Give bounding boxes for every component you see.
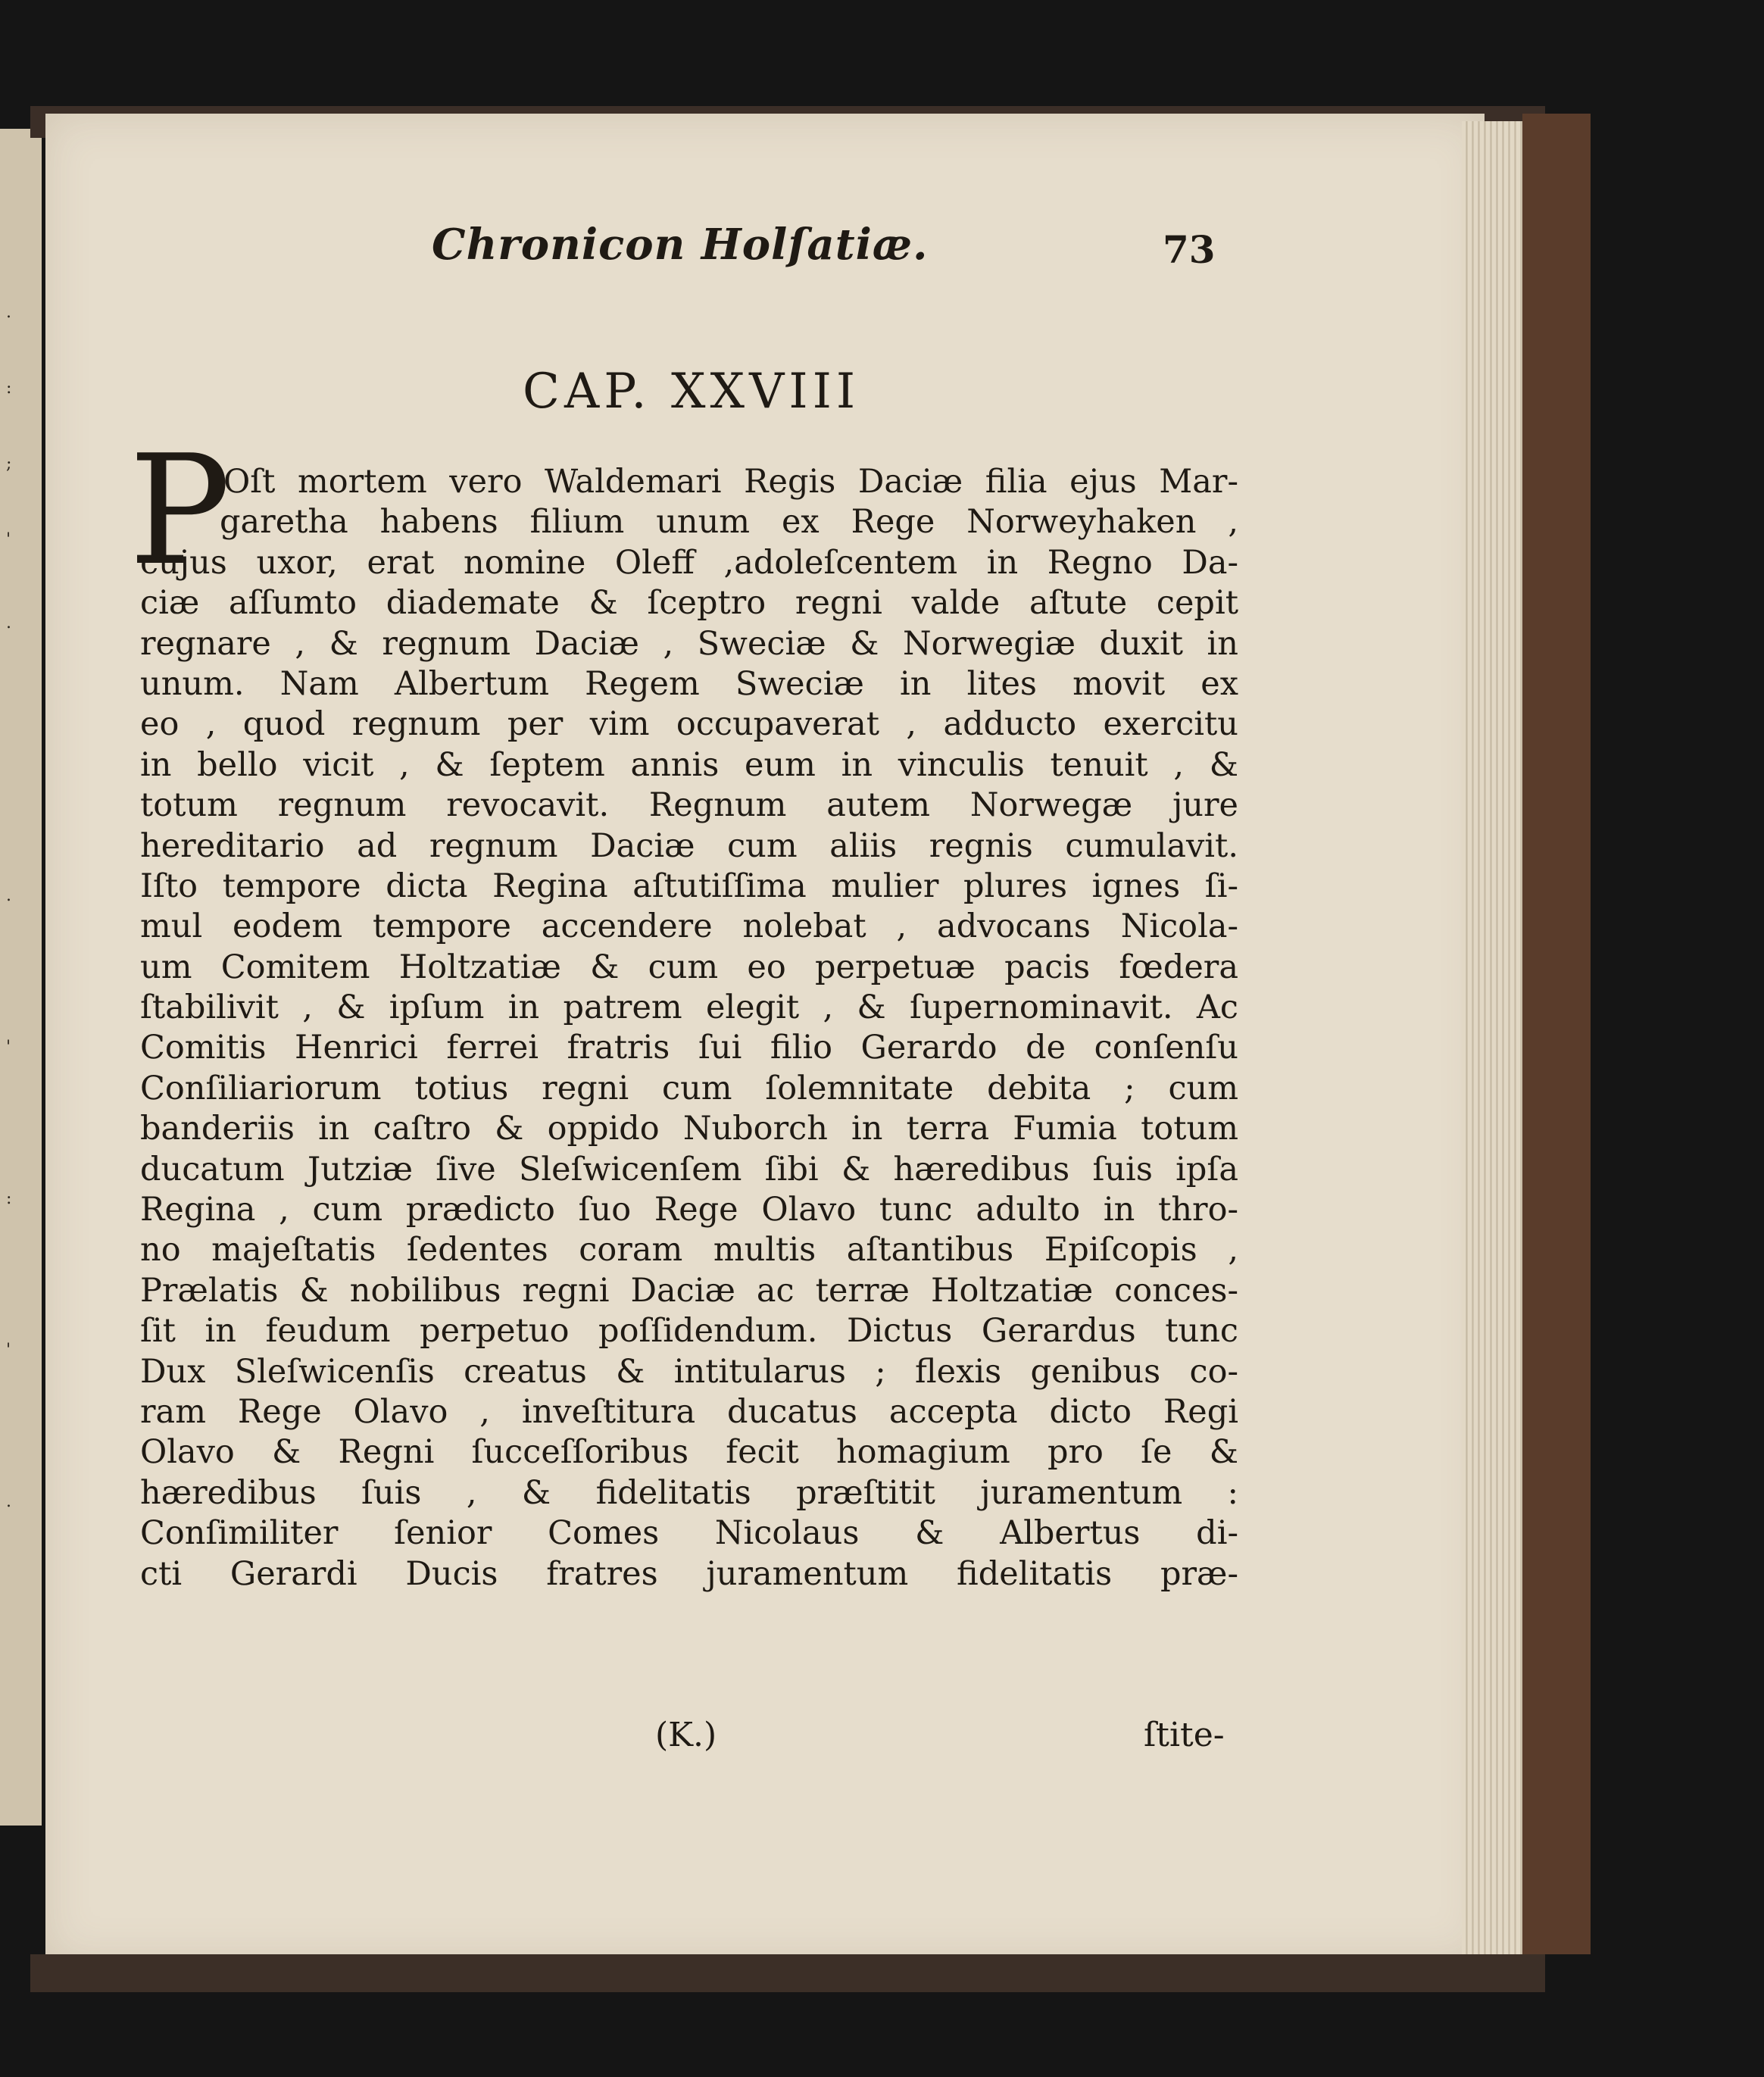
text-line: cti Gerardi Ducis fratres juramentum fidelitatis præ- [140, 1554, 1238, 1593]
text-line: in bello vicit , & ſeptem annis eum in vinculis tenuit , & [140, 745, 1238, 784]
text-line: totum regnum revocavit. Regnum autem Norwegæ jure [140, 786, 1238, 825]
text-line: Iſto tempore dicta Regina aſtutiſſima mulier plures ignes ſi- [140, 867, 1238, 905]
running-head: Chronicon Holſatiæ. [432, 220, 929, 270]
text-line: ram Rege Olavo , inveſtitura ducatus accepta dicto Regi [140, 1392, 1238, 1431]
text-line: banderiis in caſtro & oppido Nuborch in terra Fumia totum [140, 1110, 1238, 1148]
book-cover-edge [1522, 114, 1591, 1954]
text-line: Conſimiliter ſenior Comes Nicolaus & Albertus di- [140, 1514, 1238, 1553]
left-page-bleed-marks: . : ; ' . . ' : ' . [6, 303, 12, 1511]
text-line: Comitis Henrici ferrei fratris ſui filio Gerardo de conſenſu [140, 1029, 1238, 1067]
text-line: unum. Nam Albertum Regem Sweciæ in lites movit ex [140, 664, 1238, 703]
text-line: cujus uxor, erat nomine Oleff ,adoleſcentem in Regno Da- [140, 543, 1238, 582]
text-line: hæredibus ſuis , & fidelitatis præſtitit juramentum : [140, 1473, 1238, 1512]
text-line: garetha habens filium unum ex Rege Norweyhaken , [220, 503, 1238, 542]
text-line: no majeſtatis ſedentes coram multis aſtantibus Epiſcopis , [140, 1231, 1238, 1270]
text-line: ſtabilivit , & ipſum in patrem elegit , & ſupernominavit. Ac [140, 989, 1238, 1027]
text-line: hereditario ad regnum Daciæ cum aliis regnis cumulavit. [140, 826, 1238, 865]
body-text [140, 462, 1238, 1594]
text-line: ſit in feudum perpetuo poſſidendum. Dictus Gerardus tunc [140, 1312, 1238, 1351]
chapter-heading: CAP. XXVIII [523, 364, 860, 420]
page-number: 73 [1163, 227, 1216, 272]
text-line: ciæ aſſumto diademate & ſceptro regni valde aſtute cepit [140, 584, 1238, 623]
text-line: Olavo & Regni ſucceſſoribus fecit homagium pro ſe & [140, 1433, 1238, 1472]
text-line: mul eodem tempore accendere nolebat , advocans Nicola- [140, 907, 1238, 946]
signature-mark: (K.) [655, 1716, 717, 1754]
text-line: eo , quod regnum per vim occupaverat , adducto exercitu [140, 705, 1238, 744]
catchword: ſtite- [1144, 1716, 1225, 1754]
text-line: um Comitem Holtzatiæ & cum eo perpetuæ pacis fœdera [140, 948, 1238, 986]
text-line: Oſt mortem vero Waldemari Regis Daciæ filia ejus Mar- [223, 463, 1238, 501]
bottom-binding-band [30, 1954, 1545, 1992]
text-line: Regina , cum prædicto ſuo Rege Olavo tunc adulto in thro- [140, 1191, 1238, 1229]
text-line: regnare , & regnum Daciæ , Sweciæ & Norwegiæ duxit in [140, 624, 1238, 663]
text-line: Conſiliariorum totius regni cum ſolemnitate debita ; cum [140, 1069, 1238, 1107]
text-line: Prælatis & nobilibus regni Daciæ ac terræ Holtzatiæ conces- [140, 1271, 1238, 1310]
drop-cap: P [129, 423, 231, 599]
page-block-edges [1462, 121, 1530, 1969]
text-line: Dux Sleſwicenſis creatus & intitularus ; flexis genibus co- [140, 1352, 1238, 1391]
text-line: ducatum Jutziæ ſive Sleſwicenſem ſibi & hæredibus ſuis ipſa [140, 1150, 1238, 1188]
